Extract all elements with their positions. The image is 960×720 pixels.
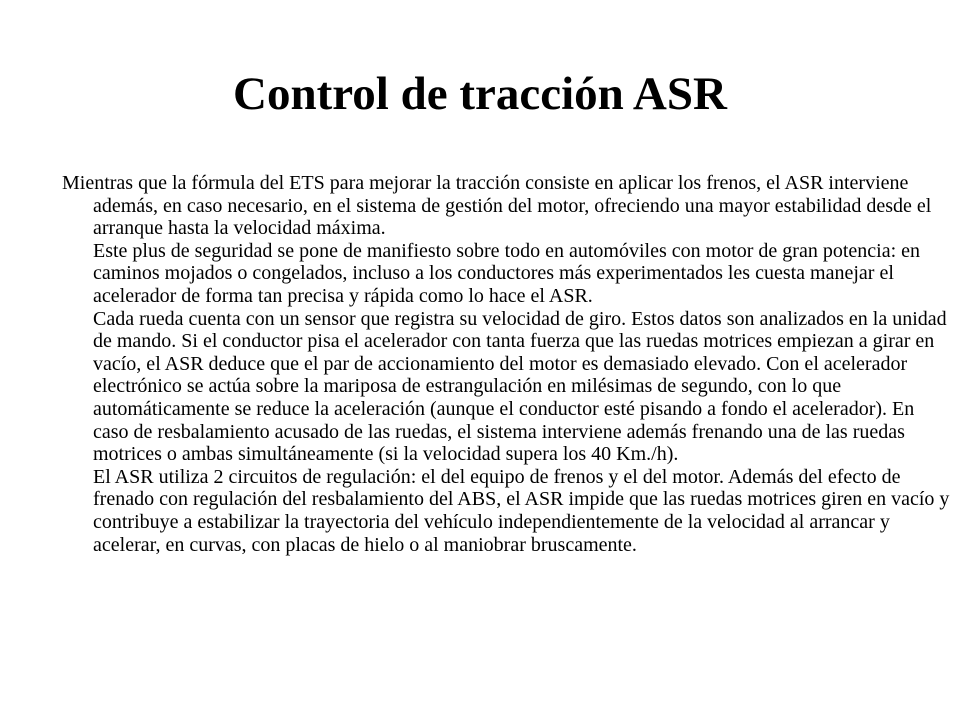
slide-body <box>62 172 953 556</box>
slide-title: Control de tracción ASR <box>233 68 727 120</box>
body-paragraph: Cada rueda cuenta con un sensor que registra su velocidad de giro. Estos datos son analizados en la unidad de mando. Si el conductor pisa el acelerador con tanta fuerza que las ruedas motrices empiezan a girar en vacío, el ASR deduce que el par de accionamiento del motor es demasiado elevado. Con el acelerador electrónico se actúa sobre la mariposa de estrangulación en milésimas de segundo, con lo que automáticamente se reduce la aceleración (aunque el conductor esté pisando a fondo el acelerador). En caso de resbalamiento acusado de las ruedas, el sistema interviene además frenando una de las ruedas motrices o ambas simultáneamente (si la velocidad supera los 40 Km./h). <box>93 307 947 466</box>
body-paragraph: El ASR utiliza 2 circuitos de regulación: el del equipo de frenos y el del motor. Además del efecto de frenado con regulación del resbalamiento del ABS, el ASR impide que las ruedas motrices giren en vacío y contribuye a estabilizar la trayectoria del vehículo independientemente de la velocidad al arrancar y acelerar, en curvas, con placas de hielo o al maniobrar bruscamente. <box>93 465 950 556</box>
body-paragraph: Mientras que la fórmula del ETS para mejorar la tracción consiste en aplicar los frenos, el ASR interviene además, en caso necesario, en el sistema de gestión del motor, ofreciendo una mayor estabilidad desde el arranque hasta la velocidad máxima. <box>62 172 932 240</box>
body-paragraph: Este plus de seguridad se pone de manifiesto sobre todo en automóviles con motor de gran potencia: en caminos mojados o congelados, incluso a los conductores más experimentados les cuesta manejar el acelerador de forma tan precisa y rápida como lo hace el ASR. <box>93 239 921 307</box>
